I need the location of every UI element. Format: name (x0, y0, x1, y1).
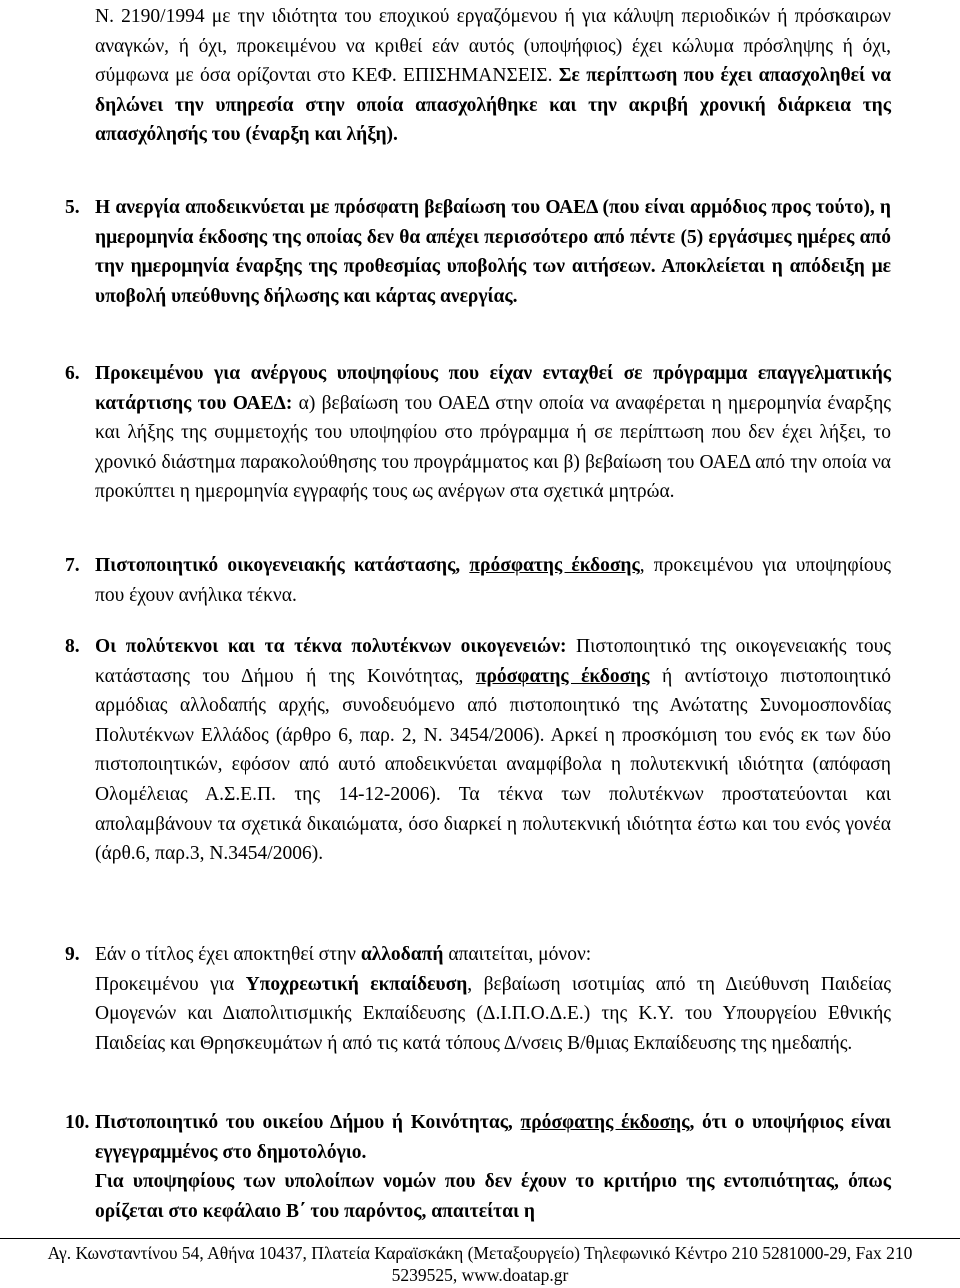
item-7-recent-issue: πρόσφατης έκδοσης (469, 555, 640, 576)
footer-divider (0, 1238, 960, 1239)
item-6-number: 6. (65, 363, 80, 384)
continuation-bold-note: Σε περίπτωση που έχει απασχοληθεί να δηλώνει την υπηρεσία στην οποία απασχολήθηκε και την ακριβή χρονική διάρκεια της απασχόλησής του (έναρξη και λήξη). (95, 65, 891, 146)
item-10-number: 10. (65, 1112, 90, 1133)
item-10-text-b: Για υποψηφίους των υπολοίπων νομών που δεν έχουν το κριτήριο της εντοπιότητας, όπως ορίζεται στο κεφάλαιο Β΄ του παρόντος, απαιτείται η (95, 1171, 891, 1222)
item-9-line-2 (95, 970, 891, 1059)
item-6-text: α) βεβαίωση του ΟΑΕΔ στην οποία να αναφέρεται η ημερομηνία έναρξης και λήξης της συμμετοχής του υποψηφίου στο πρόγραμμα ή σε περίπτωση που δεν έχει λήξει, το χρονικό διάστημα παρακολούθησης του προγράμματος και β) βεβαίωση του ΟΑΕΔ από την οποία να προκύπτει η ημερομηνία εγγραφής τους ως ανέργων στα σχετικά μητρώα. (95, 392, 891, 503)
item-8-number: 8. (65, 636, 80, 657)
footer-contact-line: 5239525, www.doatap.gr (391, 1265, 569, 1285)
item-9-text-a: Εάν ο τίτλος έχει αποκτηθεί στην (95, 944, 361, 965)
item-10-heading: Πιστοποιητικό του οικείου Δήμου ή Κοινότητας, (95, 1112, 521, 1133)
item-9-number: 9. (65, 944, 80, 965)
item-6 (95, 359, 891, 507)
item-9-text-c: Προκειμένου για (95, 973, 246, 995)
item-7-text: , προκειμένου για υποψηφίους που έχουν ανήλικα τέκνα. (95, 555, 891, 606)
item-6-heading: Προκειμένου για ανέργους υποψηφίους που είχαν ενταχθεί σε πρόγραμμα επαγγελματικής κατάρτισης του ΟΑΕΔ: (95, 363, 891, 414)
page-footer (0, 1242, 960, 1286)
item-8-heading: Οι πολύτεκνοι και τα τέκνα πολυτέκνων οικογενειών: (95, 636, 567, 657)
item-8 (95, 632, 891, 869)
item-9-text-b: απαιτείται, μόνον: (443, 944, 592, 965)
item-7-number: 7. (65, 555, 80, 576)
item-10-recent-issue: πρόσφατης έκδοσης (520, 1112, 690, 1133)
item-5 (95, 193, 891, 311)
continuation-paragraph (95, 2, 891, 150)
item-10-text-a: , ότι ο υποψήφιος είναι εγγεγραμμένος στο δημοτολόγιο. (95, 1112, 891, 1163)
item-9-text-d: , βεβαίωση ισοτιμίας από τη Διεύθυνση Παιδείας Ομογενών και Διαπολιτισμικής Εκπαίδευσης (Δ.Ι.Π.Ο.Δ.Ε.) της Κ.Υ. του Υπουργείου Εθνικής Παιδείας και Θρησκευμάτων ή από τις κατά τόπους Δ/νσεις Β/θμιας Εκπαίδευσης της ημεδαπής. (95, 973, 891, 1054)
item-5-number: 5. (65, 197, 80, 218)
item-7 (95, 551, 891, 610)
footer-address-line: Αγ. Κωνσταντίνου 54, Αθήνα 10437, Πλατεία Καραϊσκάκη (Μεταξουργείο) Τηλεφωνικό Κέντρο 210 5281000-29, Fax 210 (47, 1243, 913, 1263)
item-7-heading: Πιστοποιητικό οικογενειακής κατάστασης, (95, 555, 470, 576)
item-9-compulsory-education: Υποχρεωτική εκπαίδευση (245, 973, 468, 995)
item-8-text-b: ή αντίστοιχο πιστοποιητικό αρμόδιας αλλοδαπής αρχής, συνοδευόμενο από πιστοποιητικό της Ανώτατης Συνομοσπονδίας Πολυτέκνων Ελλάδος (άρθρο 6, παρ. 2, Ν. 3454/2006). Αρκεί η προσκόμιση του ενός εκ των δύο πιστοποιητικών, εφόσον από αυτό αποδεικνύεται αναμφίβολα η πολυτεκνική ιδιότητα (απόφαση Ολομέλειας Α.Σ.Ε.Π. της 14-12-2006). Τα τέκνα των πολυτέκνων προστατεύονται και απολαμβάνουν τα σχετικά δικαιώματα, όσο διαρκεί η πολυτεκνική ιδιότητα έστω και του ενός γονέα (άρθ.6, παρ.3, Ν.3454/2006). (95, 665, 891, 865)
item-10 (95, 1108, 891, 1226)
item-9-line-1 (95, 940, 891, 970)
item-5-text: Η ανεργία αποδεικνύεται με πρόσφατη βεβαίωση του ΟΑΕΔ (που είναι αρμόδιος προς τούτο), η ημερομηνία έκδοσης της οποίας δεν θα απέχει περισσότερο από πέντε (5) εργάσιμες ημέρες από την ημερομηνία έναρξης της προθεσμίας υποβολής των αιτήσεων. Αποκλείεται η απόδειξη με υποβολή υπεύθυνης δήλωσης και κάρτας ανεργίας. (95, 197, 891, 307)
item-9-abroad: αλλοδαπή (360, 944, 444, 965)
continuation-text: Ν. 2190/1994 με την ιδιότητα του εποχικού εργαζόμενου ή για κάλυψη περιοδικών ή πρόσκαιρων αναγκών, ή όχι, προκειμένου να κριθεί εάν αυτός (υποψήφιος) έχει κώλυμα πρόσληψης ή όχι, σύμφωνα με όσα ορίζονται στο ΚΕΦ. ΕΠΙΣΗΜΑΝΣΕΙΣ. (95, 6, 891, 87)
item-8-text-a: Πιστοποιητικό της οικογενειακής τους κατάστασης του Δήμου ή της Κοινότητας, (95, 636, 892, 687)
item-10-line-1 (95, 1108, 891, 1167)
item-8-recent-issue: πρόσφατης έκδοσης (475, 665, 650, 687)
item-9 (95, 940, 891, 1058)
